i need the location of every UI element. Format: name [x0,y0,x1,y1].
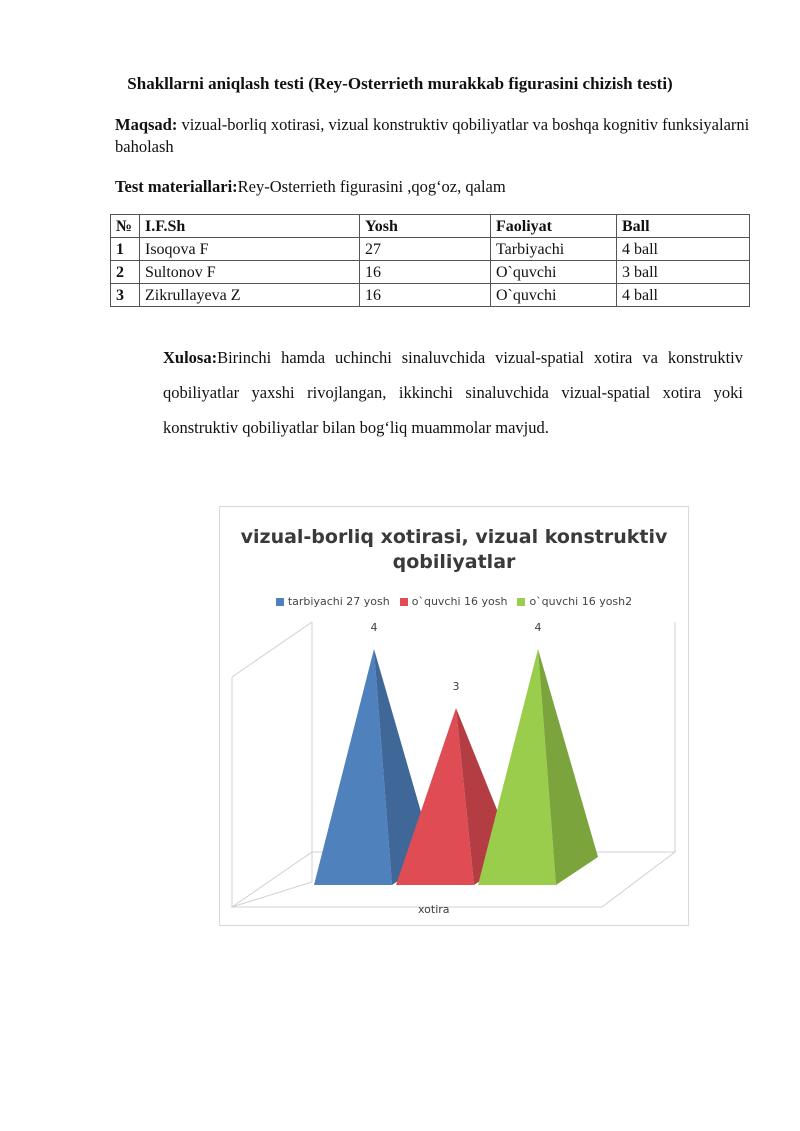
row-score: 3 ball [617,261,750,284]
row-occupation: Tarbiyachi [491,238,617,261]
data-label: 4 [370,621,378,634]
table-row [111,238,750,261]
chart-title: vizual-borliq xotirasi, vizual konstruktiv qobiliyatlar [240,526,668,573]
header-name: I.F.Sh [140,215,360,238]
pyramid-group [314,621,598,885]
goal-paragraph [115,114,755,158]
goal-label: Maqsad: [115,115,178,134]
legend-label: tarbiyachi 27 yosh [287,595,390,608]
chart-plot-area [220,507,688,925]
row-score: 4 ball [617,284,750,307]
materials-text: Rey-Osterrieth figurasini ,qog‘oz, qalam [237,177,506,196]
data-label: 4 [534,621,542,634]
row-number: 3 [111,284,140,307]
table-row [111,284,750,307]
page-title: Shakllarni aniqlash testi (Rey-Osterrieth murakkab figurasini chizish testi) [127,74,673,93]
row-age: 27 [360,238,491,261]
pyramid-chart [219,506,689,926]
row-name: Sultonov F [140,261,360,284]
materials-paragraph [115,176,755,198]
row-number: 1 [111,238,140,261]
x-category-label: xotira [418,903,450,916]
row-occupation: O`quvchi [491,284,617,307]
row-name: Zikrullayeva Z [140,284,360,307]
back-wall [232,622,312,907]
row-number: 2 [111,261,140,284]
materials-label: Test materiallari: [115,177,238,196]
conclusion-label: Xulosa: [163,348,218,367]
legend-label: o`quvchi 16 yosh [411,595,508,608]
row-age: 16 [360,284,491,307]
back-wall-top [232,622,312,677]
row-score: 4 ball [617,238,750,261]
row-age: 16 [360,261,491,284]
row-occupation: O`quvchi [491,261,617,284]
legend-label: o`quvchi 16 yosh2 [529,595,633,608]
table-row [111,261,750,284]
conclusion-text: Birinchi hamda uchinchi sinaluvchida vizual-spatial xotira va konstruktiv qobiliyatlar yaxshi rivojlangan, ikkinchi sinaluvchida vizual-spatial xotira yoki konstruktiv qobiliyatlar bilan bog‘liq muammolar mavjud. [163,348,743,437]
results-table [110,214,750,307]
conclusion-paragraph [163,340,743,445]
header-score: Ball [617,215,750,238]
data-label: 3 [452,680,460,693]
header-number: № [111,215,140,238]
header-age: Yosh [360,215,491,238]
goal-text: vizual-borliq xotirasi, vizual konstruktiv qobiliyatlar va boshqa kognitiv funksiyalarni baholash [115,115,750,156]
header-occupation: Faoliyat [491,215,617,238]
row-name: Isoqova F [140,238,360,261]
table-header-row [111,215,750,238]
